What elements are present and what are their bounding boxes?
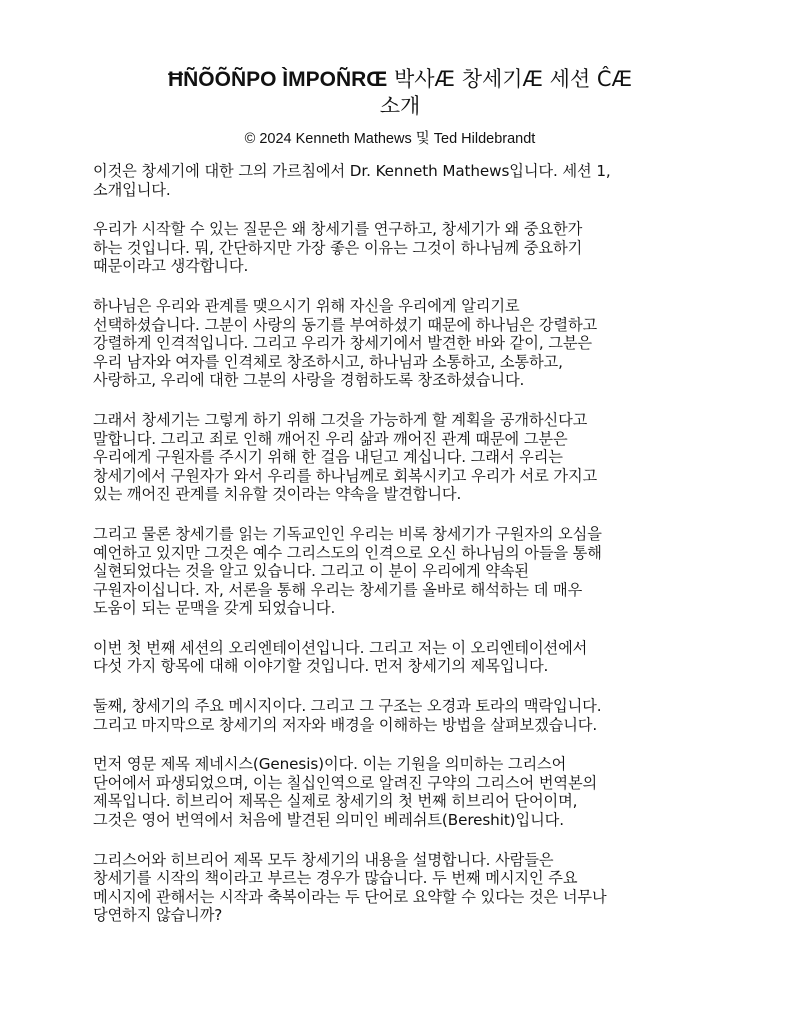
paragraph-line: 둘째, 창세기의 주요 메시지이다. 그리고 그 구조는 오경과 토라의 맥락입니다. [93, 697, 602, 716]
paragraph [93, 297, 713, 390]
paragraph-line: 당연하지 않습니까? [93, 906, 223, 925]
title-line-1 [90, 66, 710, 93]
paragraph-line: 예언하고 있지만 그것은 예수 그리스도의 인격으로 오신 하나님의 아들을 통해 [93, 543, 602, 562]
paragraph-line: 소개입니다. [93, 180, 171, 199]
paragraph-line: 우리에게 구원자를 주시기 위해 한 걸음 내딛고 계십니다. 그래서 우리는 [93, 448, 563, 467]
title-line-2: 소개 [379, 94, 421, 118]
paragraph [93, 411, 713, 504]
paragraph-line: 메시지에 관해서는 시작과 축복이라는 두 단어로 요약할 수 있다는 것은 너무나 [93, 887, 607, 906]
copyright-line: © 2024 Kenneth Mathews 및 Ted Hildebrandt [244, 131, 536, 147]
paragraph [93, 220, 713, 276]
paragraph-line: 다섯 가지 항목에 대해 이야기할 것입니다. 먼저 창세기의 제목입니다. [93, 657, 549, 676]
paragraph [93, 697, 713, 734]
paragraph-line: 그것은 영어 번역에서 처음에 발견된 의미인 베레쉬트(Bereshit)입니다. [93, 811, 564, 830]
paragraph-line: 창세기를 시작의 책이라고 부르는 경우가 많습니다. 두 번째 메시지인 주요 [93, 869, 578, 888]
paragraph-line: 구원자이십니다. 자, 서론을 통해 우리는 창세기를 올바로 해석하는 데 매우 [93, 580, 583, 599]
document-body [93, 162, 713, 946]
paragraph-line: 실현되었다는 것을 알고 있습니다. 그리고 이 분이 우리에게 약속된 [93, 562, 529, 581]
paragraph-line: 도움이 되는 문맥을 갖게 되었습니다. [93, 599, 336, 618]
paragraph [93, 525, 713, 618]
paragraph-line: 이번 첫 번째 세션의 오리엔테이션입니다. 그리고 저는 이 오리엔테이션에서 [93, 638, 588, 657]
paragraph-line: 말합니다. 그리고 죄로 인해 깨어진 우리 삶과 깨어진 관계 때문에 그분은 [93, 429, 568, 448]
paragraph-line: 그래서 창세기는 그렇게 하기 위해 그것을 가능하게 할 계획을 공개하신다고 [93, 410, 588, 429]
paragraph-line: 그리고 물론 창세기를 읽는 기독교인인 우리는 비록 창세기가 구원자의 오심을 [93, 524, 602, 543]
paragraph-line: 때문이라고 생각합니다. [93, 257, 249, 276]
paragraph-line: 우리 남자와 여자를 인격체로 창조하시고, 하나님과 소통하고, 소통하고, [93, 352, 563, 371]
paragraph-line: 강렬하게 인격적입니다. 그리고 우리가 창세기에서 발견한 바와 같이, 그분은 [93, 334, 592, 353]
paragraph-line: 그리고 마지막으로 창세기의 저자와 배경을 이해하는 방법을 살펴보겠습니다. [93, 715, 598, 734]
title-latin: ĦÑÕÕÑPO ÌMPOÑRŒ [167, 68, 388, 91]
paragraph [93, 639, 713, 676]
paragraph-line: 있는 깨어진 관계를 치유할 것이라는 약속을 발견합니다. [93, 485, 462, 504]
paragraph-line: 그리스어와 히브리어 제목 모두 창세기의 내용을 설명합니다. 사람들은 [93, 850, 554, 869]
paragraph-line: 하나님은 우리와 관계를 맺으시기 위해 자신을 우리에게 알리기로 [93, 296, 520, 315]
paragraph-line: 이것은 창세기에 대한 그의 가르침에서 Dr. Kenneth Mathews입니다. 세션 1, [93, 162, 611, 180]
paragraph [93, 162, 713, 199]
title-korean: 박사Æ 창세기Æ 세션 ĈÆ [393, 67, 633, 91]
paragraph-line: 먼저 영문 제목 제네시스(Genesis)이다. 이는 기원을 의미하는 그리스어 [93, 755, 567, 774]
paragraph [93, 755, 713, 829]
paragraph [93, 851, 713, 925]
document-title [90, 66, 710, 120]
paragraph-line: 제목입니다. 히브리어 제목은 실제로 창세기의 첫 번째 히브리어 단어이며, [93, 792, 578, 811]
paragraph-line: 단어에서 파생되었으며, 이는 칠십인역으로 알려진 구약의 그리스어 번역본의 [93, 773, 598, 792]
paragraph-line: 하는 것입니다. 뭐, 간단하지만 가장 좋은 이유는 그것이 하나님께 중요하기 [93, 238, 583, 257]
paragraph-line: 우리가 시작할 수 있는 질문은 왜 창세기를 연구하고, 창세기가 왜 중요한가 [93, 220, 583, 239]
paragraph-line: 창세기에서 구원자가 와서 우리를 하나님께로 회복시키고 우리가 서로 가지고 [93, 466, 598, 485]
paragraph-line: 선택하셨습니다. 그분이 사랑의 동기를 부여하셨기 때문에 하나님은 강렬하고 [93, 315, 598, 334]
paragraph-line: 사랑하고, 우리에 대한 그분의 사랑을 경험하도록 창조하셨습니다. [93, 371, 525, 390]
